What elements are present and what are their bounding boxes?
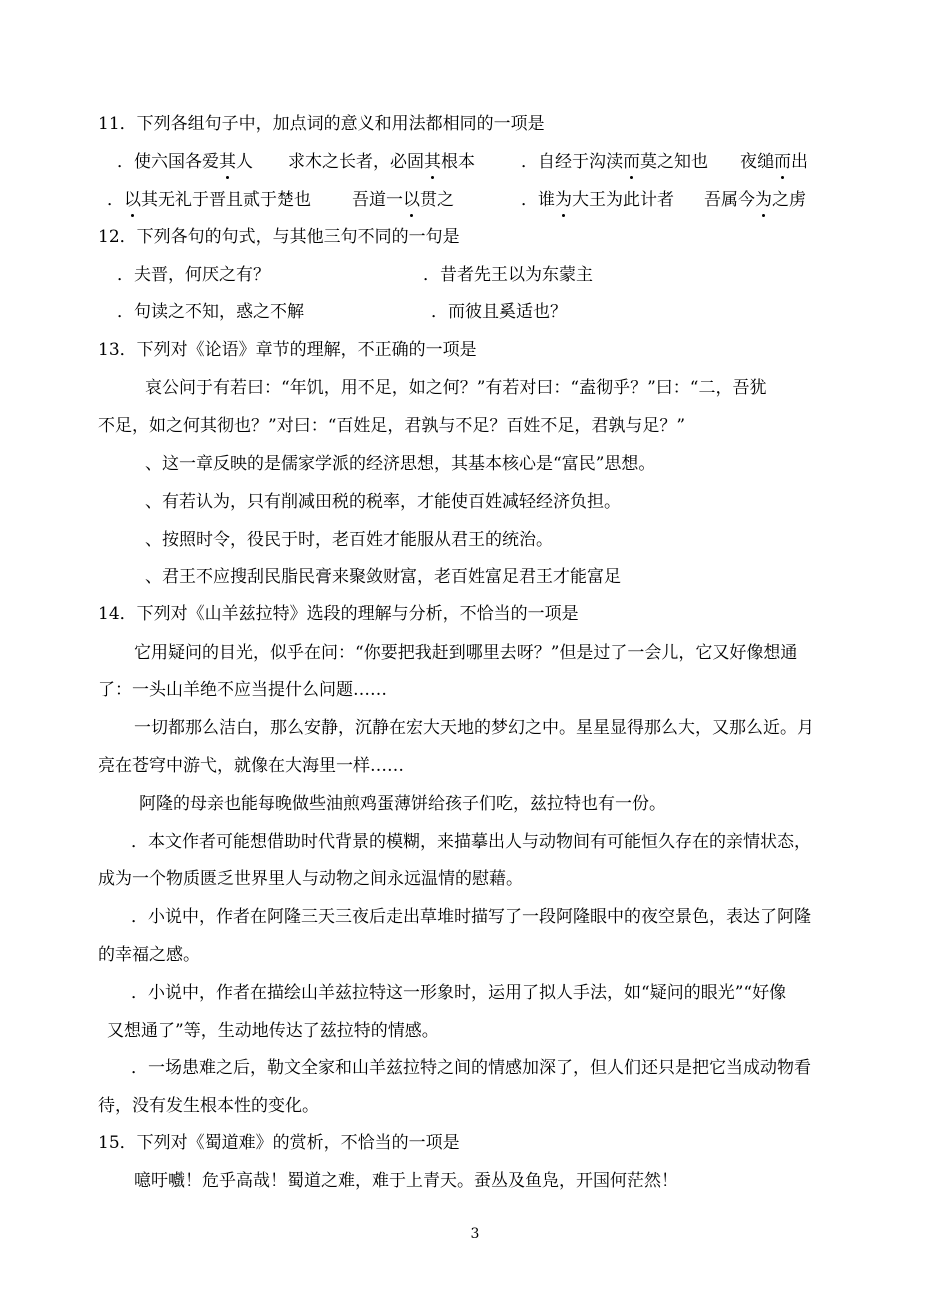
q11-option-c: ．以其无礼于晋且贰于楚也 [107,190,311,210]
q12-option-c: ．句读之不知，惑之不解 [117,302,304,322]
q13-passage-line: 哀公问于有若曰：“年饥，用不足，如之何？”有若对曰：“盍彻乎？”曰：“二，吾犹 [145,378,767,398]
q13-option-b: 、有若认为，只有削减田税的税率，才能使百姓减轻经济负担。 [145,492,621,512]
q14-option-a: ．本文作者可能想借助时代背景的模糊，来描摹出人与动物间有可能恒久存在的亲情状态， [131,832,811,852]
q14-option-d: ．一场患难之后，勒文全家和山羊兹拉特之间的情感加深了，但人们还只是把它当成动物看 [131,1058,811,1078]
q14-option-a-cont: 成为一个物质匮乏世界里人与动物之间永远温情的慰藉。 [98,869,523,889]
q13-passage-line: 不足，如之何其彻也？”对曰：“百姓足，君孰与不足？百姓不足，君孰与足？” [98,416,686,436]
q14-passage-line: 亮在苍穹中游弋，就像在大海里一样…… [98,756,404,776]
q14-option-d-cont: 待，没有发生根本性的变化。 [98,1096,319,1116]
q11-option-b: ．自经于沟渎而莫之知也 [521,152,708,172]
q13-option-a: 、这一章反映的是儒家学派的经济思想，其基本核心是“富民”思想。 [145,454,656,474]
q14-passage-line: 一切都那么洁白，那么安静，沉静在宏大天地的梦幻之中。星星显得那么大，又那么近。月 [134,718,814,738]
q12-title: 12．下列各句的句式，与其他三句不同的一句是 [98,227,460,247]
q14-option-c-cont: 又想通了”等，生动地传达了兹拉特的情感。 [107,1021,439,1041]
q14-passage-line: 阿隆的母亲也能每晚做些油煎鸡蛋薄饼给孩子们吃，兹拉特也有一份。 [139,794,666,814]
q11-option-a: ．使六国各爱其人 [117,152,253,172]
q12-option-a: ．夫晋，何厌之有？ [117,265,270,285]
page-number: 3 [470,1226,480,1242]
q15-passage-line: 噫吁嚱！危乎高哉！蜀道之难，难于上青天。蚕丛及鱼凫，开国何茫然！ [134,1171,678,1191]
q11-option-d: ．谁为大王为此计者 [521,190,674,210]
q14-option-b: ．小说中，作者在阿隆三天三夜后走出草堆时描写了一段阿隆眼中的夜空景色，表达了阿隆 [131,907,811,927]
q14-option-c: ．小说中，作者在描绘山羊兹拉特这一形象时，运用了拟人手法，如“疑问的眼光”“好像 [131,983,787,1003]
q13-title: 13．下列对《论语》章节的理解，不正确的一项是 [98,340,477,360]
q12-option-b: ．昔者先王以为东蒙主 [423,265,593,285]
q11-option-b-2: 夜缒而出 [740,152,808,172]
q11-option-a-2: 求木之长者，必固其根本 [288,152,475,172]
q14-passage-line: 了：一头山羊绝不应当提什么问题…… [98,680,387,700]
q11-option-c-2: 吾道一以贯之 [352,190,454,210]
q11-title: 11．下列各组句子中，加点词的意义和用法都相同的一项是 [98,114,545,134]
q12-option-d: ．而彼且奚适也？ [431,302,567,322]
q14-passage-line: 它用疑问的目光，似乎在问：“你要把我赶到哪里去呀？”但是过了一会儿，它又好像想通 [134,643,798,663]
q15-title: 15．下列对《蜀道难》的赏析，不恰当的一项是 [98,1133,460,1153]
q13-option-d: 、君王不应搜刮民脂民膏来聚敛财富，老百姓富足君王才能富足 [145,567,621,587]
q11-option-d-2: 吾属今为之虏 [704,190,806,210]
q14-title: 14．下列对《山羊兹拉特》选段的理解与分析，不恰当的一项是 [98,604,579,624]
q14-option-b-cont: 的幸福之感。 [98,945,200,965]
q13-option-c: 、按照时令，役民于时，老百姓才能服从君王的统治。 [145,530,553,550]
